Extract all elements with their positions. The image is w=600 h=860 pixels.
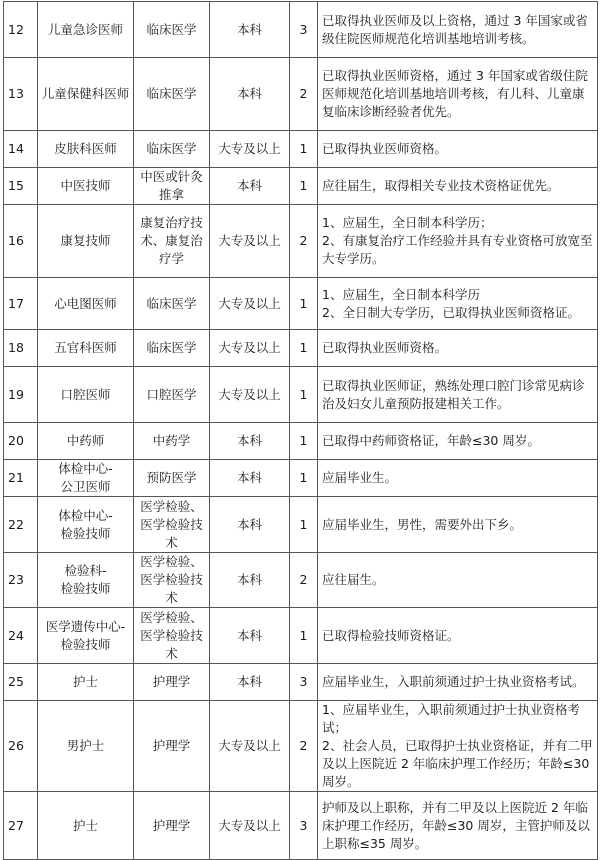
cell-education: 本科 — [210, 664, 290, 701]
cell-count: 1 — [290, 460, 318, 497]
cell-count: 1 — [290, 497, 318, 553]
table-row — [4, 792, 598, 860]
table-row — [4, 367, 598, 423]
cell-major: 临床医学 — [134, 58, 210, 131]
table-row — [4, 664, 598, 701]
cell-position: 检验科- 检验技师 — [38, 553, 134, 608]
cell-no: 26 — [4, 701, 38, 792]
cell-requirement: 应届毕业生。 — [318, 460, 598, 497]
cell-major: 预防医学 — [134, 460, 210, 497]
cell-count: 1 — [290, 168, 318, 205]
cell-education: 本科 — [210, 553, 290, 608]
cell-major: 护理学 — [134, 792, 210, 860]
cell-major: 医学检验、医学检验技术 — [134, 497, 210, 553]
cell-count: 1 — [290, 608, 318, 664]
cell-education: 大专及以上 — [210, 205, 290, 278]
cell-count: 1 — [290, 367, 318, 423]
cell-major: 中医或针灸推拿 — [134, 168, 210, 205]
cell-position: 护士 — [38, 792, 134, 860]
cell-requirement: 已取得执业医师资格。 — [318, 131, 598, 168]
cell-requirement: 应届毕业生，男性，需要外出下乡。 — [318, 497, 598, 553]
cell-position: 体检中心- 检验技师 — [38, 497, 134, 553]
cell-position: 皮肤科医师 — [38, 131, 134, 168]
cell-education: 大专及以上 — [210, 792, 290, 860]
cell-position: 心电图医师 — [38, 278, 134, 330]
cell-no: 17 — [4, 278, 38, 330]
cell-position: 口腔医师 — [38, 367, 134, 423]
cell-education: 大专及以上 — [210, 131, 290, 168]
cell-position: 康复技师 — [38, 205, 134, 278]
cell-education: 本科 — [210, 168, 290, 205]
cell-count: 2 — [290, 205, 318, 278]
cell-no: 24 — [4, 608, 38, 664]
table-row — [4, 131, 598, 168]
cell-requirement: 已取得检验技师资格证。 — [318, 608, 598, 664]
table-row — [4, 330, 598, 367]
cell-count: 2 — [290, 553, 318, 608]
table-row — [4, 168, 598, 205]
table-row — [4, 608, 598, 664]
cell-major: 医学检验、医学检验技术 — [134, 553, 210, 608]
cell-education: 本科 — [210, 497, 290, 553]
table-row — [4, 460, 598, 497]
table-row — [4, 2, 598, 58]
cell-position: 儿童保健科医师 — [38, 58, 134, 131]
cell-count: 2 — [290, 58, 318, 131]
table-row — [4, 497, 598, 553]
recruitment-table — [3, 1, 598, 860]
table-row — [4, 278, 598, 330]
cell-education: 本科 — [210, 2, 290, 58]
cell-no: 20 — [4, 423, 38, 460]
cell-count: 1 — [290, 330, 318, 367]
cell-requirement: 应往届生。 — [318, 553, 598, 608]
cell-education: 大专及以上 — [210, 278, 290, 330]
cell-major: 护理学 — [134, 701, 210, 792]
cell-requirement: 1、应届生，全日制本科学历； 2、有康复治疗工作经验并具有专业资格可放宽至大专学历。 — [318, 205, 598, 278]
cell-education: 大专及以上 — [210, 701, 290, 792]
cell-requirement: 已取得执业医师证，熟练处理口腔门诊常见病诊治及妇女儿童预防报建相关工作。 — [318, 367, 598, 423]
cell-count: 1 — [290, 278, 318, 330]
cell-education: 本科 — [210, 608, 290, 664]
cell-count: 3 — [290, 792, 318, 860]
cell-position: 体检中心- 公卫医师 — [38, 460, 134, 497]
cell-major: 护理学 — [134, 664, 210, 701]
cell-no: 21 — [4, 460, 38, 497]
cell-major: 中药学 — [134, 423, 210, 460]
cell-major: 临床医学 — [134, 330, 210, 367]
cell-position: 五官科医师 — [38, 330, 134, 367]
cell-education: 本科 — [210, 58, 290, 131]
cell-requirement: 已取得执业医师资格。 — [318, 330, 598, 367]
cell-no: 23 — [4, 553, 38, 608]
table-row — [4, 553, 598, 608]
cell-no: 22 — [4, 497, 38, 553]
cell-major: 临床医学 — [134, 131, 210, 168]
cell-requirement: 护师及以上职称，并有二甲及以上医院近 2 年临床护理工作经历，年龄≤30 周岁，主管护师及以上职称≤35 周岁。 — [318, 792, 598, 860]
cell-major: 临床医学 — [134, 278, 210, 330]
cell-education: 本科 — [210, 460, 290, 497]
cell-no: 19 — [4, 367, 38, 423]
table-row — [4, 58, 598, 131]
cell-major: 口腔医学 — [134, 367, 210, 423]
cell-position: 护士 — [38, 664, 134, 701]
cell-count: 3 — [290, 2, 318, 58]
cell-no: 13 — [4, 58, 38, 131]
table-row — [4, 423, 598, 460]
cell-count: 1 — [290, 131, 318, 168]
cell-requirement: 1、应届生，全日制本科学历 2、全日制大专学历，已取得执业医师资格证。 — [318, 278, 598, 330]
cell-major: 康复治疗技术、康复治疗学 — [134, 205, 210, 278]
cell-major: 临床医学 — [134, 2, 210, 58]
cell-no: 14 — [4, 131, 38, 168]
cell-no: 18 — [4, 330, 38, 367]
cell-education: 本科 — [210, 423, 290, 460]
cell-no: 27 — [4, 792, 38, 860]
cell-requirement: 已取得执业医师资格，通过 3 年国家或省级住院医师规范化培训基地培训考核，有儿科、儿童康复临床诊断经验者优先。 — [318, 58, 598, 131]
cell-no: 12 — [4, 2, 38, 58]
cell-position: 男护士 — [38, 701, 134, 792]
cell-education: 大专及以上 — [210, 367, 290, 423]
table-row — [4, 701, 598, 792]
cell-count: 2 — [290, 701, 318, 792]
cell-requirement: 应届毕业生，入职前须通过护士执业资格考试。 — [318, 664, 598, 701]
cell-position: 中医技师 — [38, 168, 134, 205]
table-row — [4, 205, 598, 278]
cell-position: 中药师 — [38, 423, 134, 460]
cell-count: 1 — [290, 423, 318, 460]
cell-count: 3 — [290, 664, 318, 701]
cell-requirement: 已取得中药师资格证，年龄≤30 周岁。 — [318, 423, 598, 460]
cell-requirement: 1、应届毕业生，入职前须通过护士执业资格考试； 2、社会人员，已取得护士执业资格证，并有二甲及以上医院近 2 年临床护理工作经历；年龄≤30 周岁。 — [318, 701, 598, 792]
cell-requirement: 已取得执业医师及以上资格，通过 3 年国家或省级住院医师规范化培训基地培训考核。 — [318, 2, 598, 58]
cell-major: 医学检验、医学检验技术 — [134, 608, 210, 664]
cell-no: 25 — [4, 664, 38, 701]
cell-no: 15 — [4, 168, 38, 205]
cell-requirement: 应往届生，取得相关专业技术资格证优先。 — [318, 168, 598, 205]
cell-no: 16 — [4, 205, 38, 278]
cell-position: 医学遗传中心- 检验技师 — [38, 608, 134, 664]
cell-education: 大专及以上 — [210, 330, 290, 367]
cell-position: 儿童急诊医师 — [38, 2, 134, 58]
